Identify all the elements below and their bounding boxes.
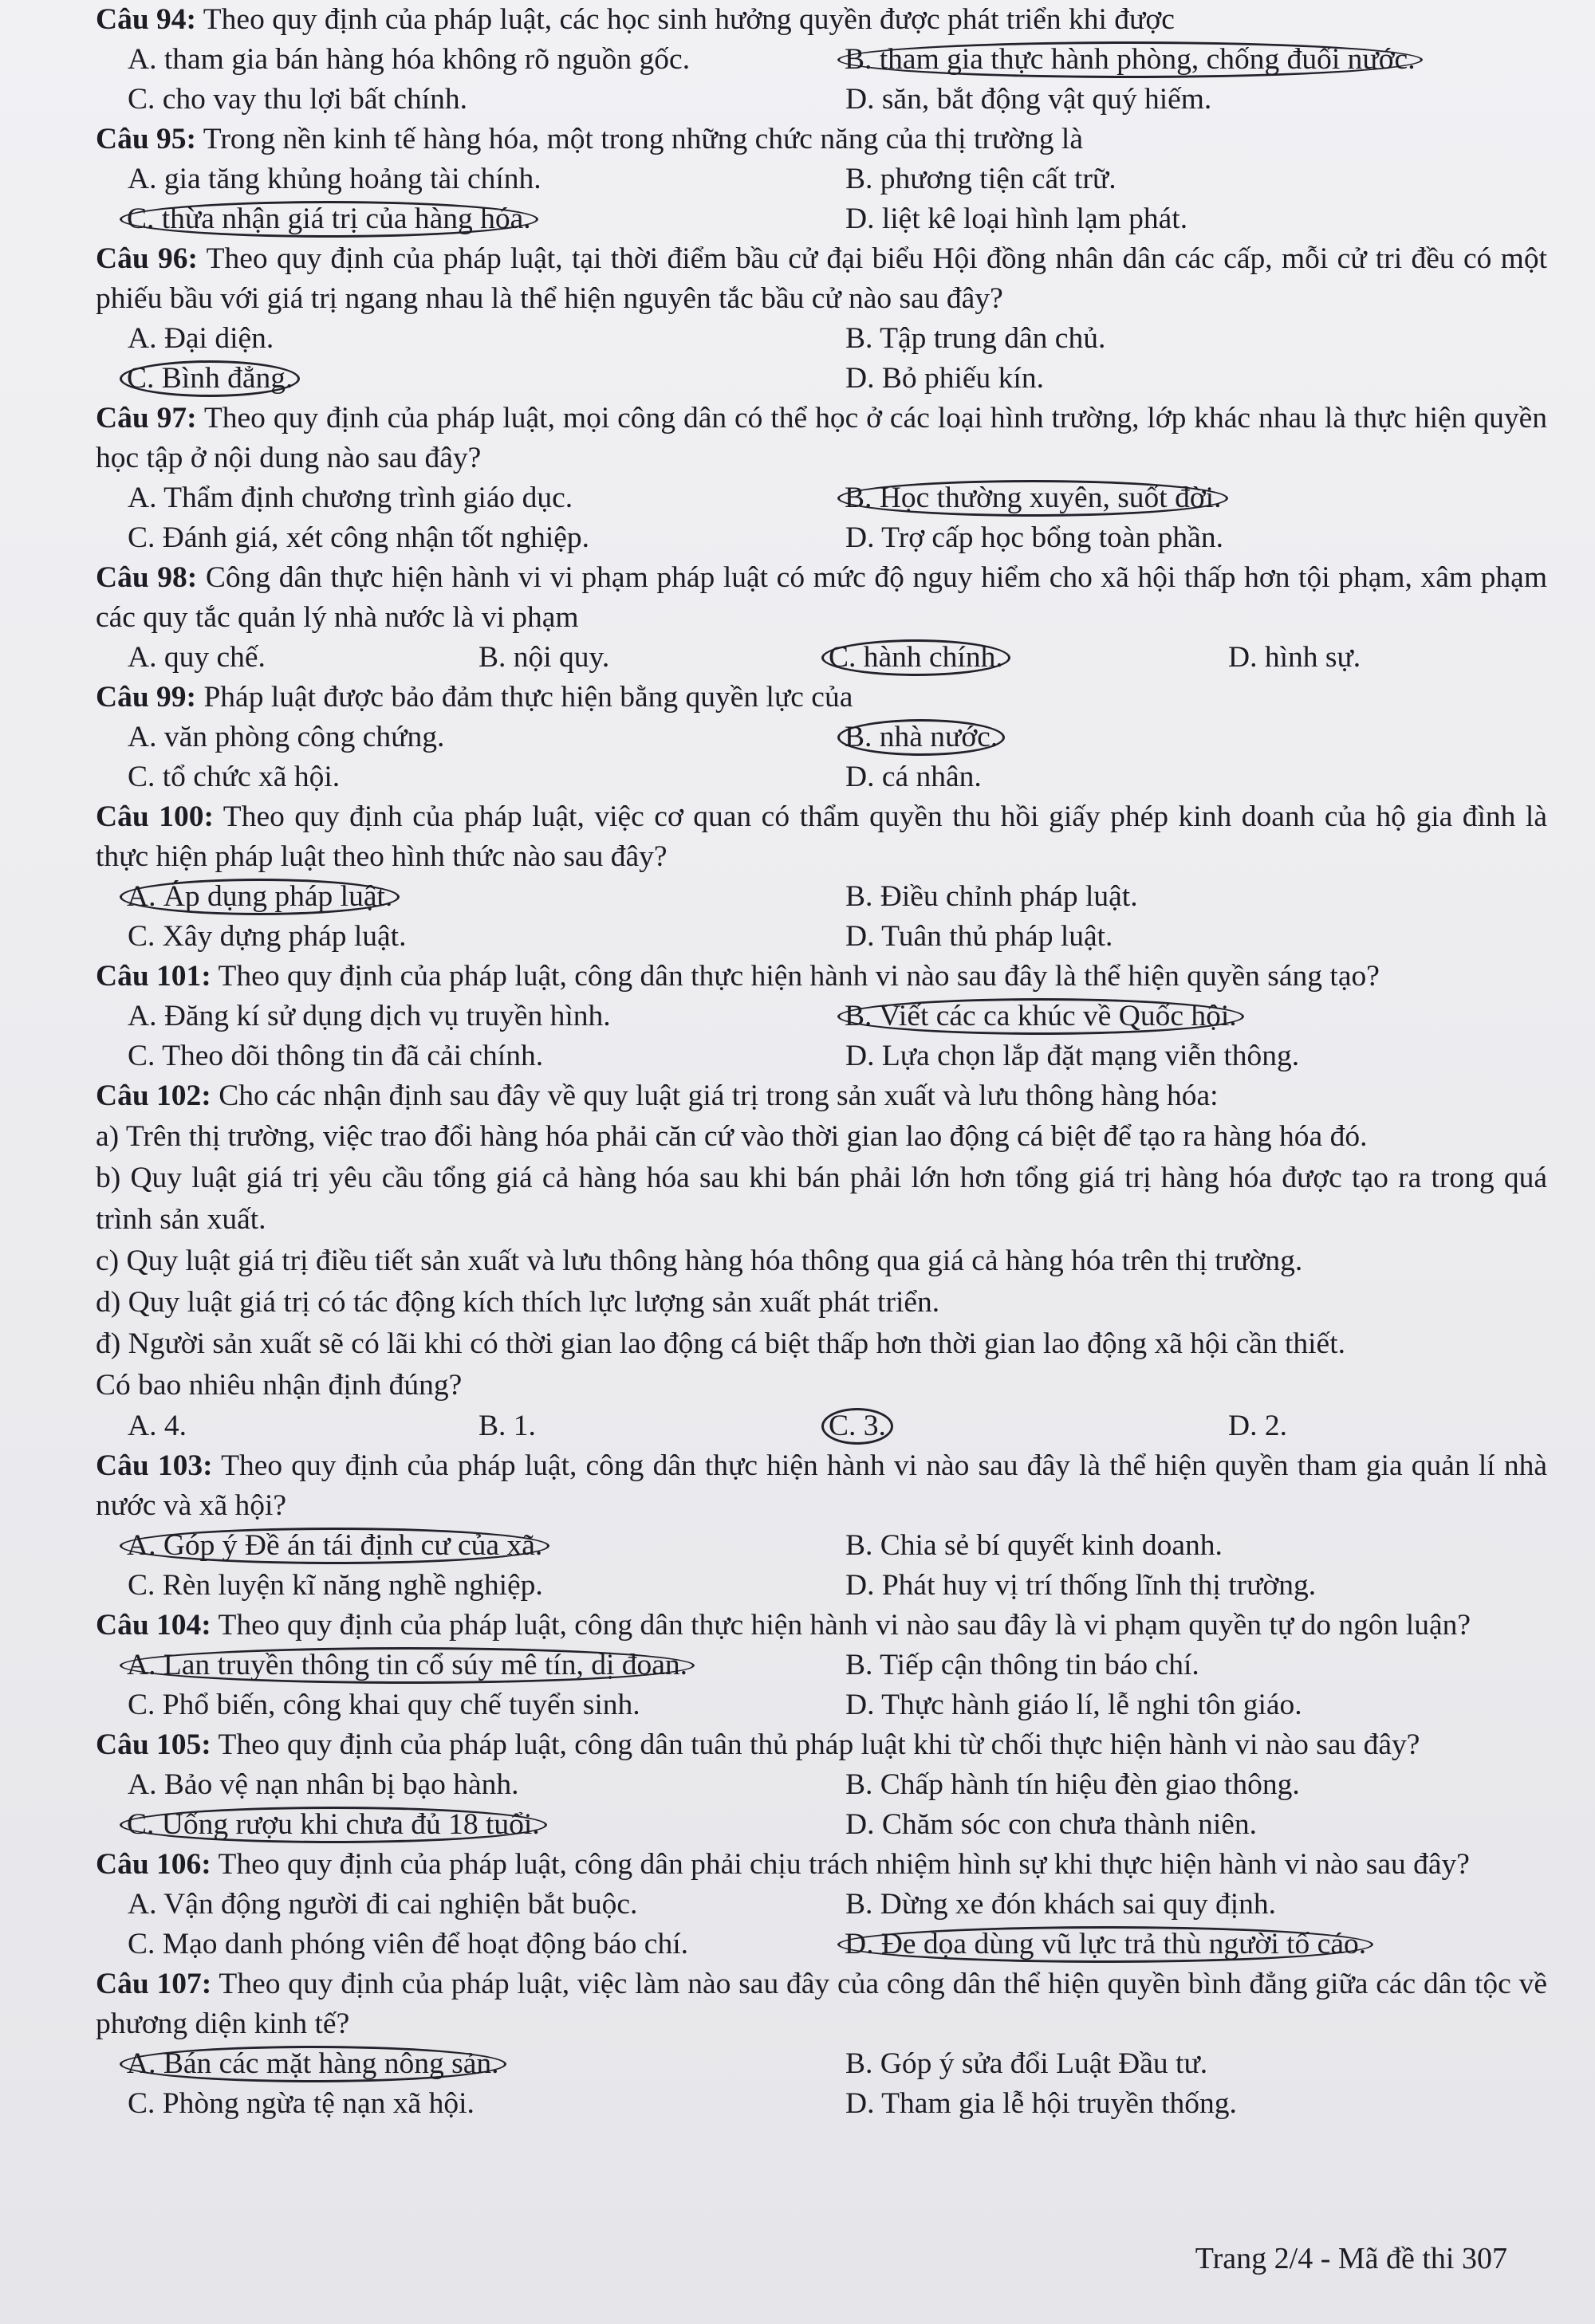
answer-options [96,997,1547,1076]
answer-option[interactable] [845,757,1595,797]
answer-option[interactable] [128,159,845,199]
answer-option-label: C. tổ chức xã hội. [128,761,341,793]
answer-option[interactable] [845,1805,1595,1845]
answer-option-label: D. Tham gia lễ hội truyền thống. [845,2087,1237,2120]
answer-option[interactable] [845,1685,1595,1725]
answer-option[interactable] [128,718,845,757]
answer-option[interactable] [128,1036,845,1076]
question-stem [96,558,1547,638]
answer-option-label: D. Tuân thủ pháp luật. [845,920,1113,953]
answer-option[interactable] [128,877,845,917]
answer-option-label: C. Rèn luyện kĩ năng nghề nghiệp. [128,1569,543,1602]
answer-option[interactable] [128,518,845,558]
question-stem [96,1446,1547,1526]
question-block [96,1076,1547,1446]
question-block [96,678,1547,797]
answer-option[interactable] [128,319,845,359]
answer-option[interactable] [845,199,1595,239]
question-stem [96,797,1547,877]
answer-option[interactable] [845,718,1595,757]
answer-option-label-circled: B. nhà nước. [837,719,1005,756]
answer-option-label: D. Trợ cấp học bổng toàn phần. [845,521,1223,554]
answer-option-label: B. 1. [478,1410,536,1442]
answer-option-label-circled: C. 3. [821,1408,893,1445]
question-number: Câu 95: [96,123,197,155]
answer-option[interactable] [128,2044,845,2084]
answer-option[interactable] [128,478,845,518]
answer-option[interactable] [845,478,1595,518]
answer-option[interactable] [845,1646,1595,1685]
answer-option-label: B. Tập trung dân chủ. [845,322,1106,355]
answer-options [96,159,1547,239]
answer-option-label: C. Phòng ngừa tệ nạn xã hội. [128,2087,475,2120]
statement-item: c) Quy luật giá trị điều tiết sản xuất và lưu thông hàng hóa thông qua giá cả hàng hóa trên thị trường. [96,1245,1303,1277]
answer-option-label: C. Phổ biến, công khai quy chế tuyển sinh. [128,1689,640,1721]
answer-option-label-circled: A. Bán các mặt hàng nông sản. [120,2046,506,2082]
answer-option-label: D. hình sự. [1228,641,1361,674]
question-number: Câu 98: [96,561,198,594]
answer-option-label-circled: B. Học thường xuyên, suốt đời. [837,480,1228,517]
answer-option-label: A. Vận động người đi cai nghiện bắt buộc. [128,1888,638,1921]
answer-options [96,1406,1547,1446]
statement-item: b) Quy luật giá trị yêu cầu tổng giá cả hàng hóa sau khi bán phải lớn hơn tổng giá trị hàng hóa được tạo ra trong quá trình sản xuất. [96,1162,1547,1236]
question-text: Theo quy định của pháp luật, công dân phải chịu trách nhiệm hình sự khi thực hiện hành vi nào sau đây? [218,1848,1470,1881]
question-stem [96,1964,1547,2044]
answer-option[interactable] [128,1925,845,1964]
question-number: Câu 97: [96,402,197,435]
question-number: Câu 94: [96,3,197,36]
answer-options [96,1885,1547,1964]
question-number: Câu 99: [96,681,197,714]
question-block [96,1964,1547,2124]
question-number: Câu 102: [96,1079,211,1112]
question-text: Theo quy định của pháp luật, công dân thực hiện hành vi nào sau đây là thể hiện quyền sáng tạo? [218,960,1380,993]
answer-option[interactable] [128,359,845,399]
question-number: Câu 106: [96,1848,211,1881]
answer-option[interactable] [128,638,478,678]
answer-option[interactable] [128,199,845,239]
question-block [96,1725,1547,1845]
answer-option-label: B. nội quy. [478,641,610,674]
answer-option-label: B. Chia sẻ bí quyết kinh doanh. [845,1529,1223,1562]
question-block [96,1845,1547,1964]
answer-option-label: A. 4. [128,1410,187,1442]
answer-option[interactable] [128,917,845,957]
answer-option[interactable] [478,1406,829,1446]
answer-option-label: A. Đại diện. [128,322,274,355]
question-block [96,399,1547,558]
answer-option-label-circled: C. Uống rượu khi chưa đủ 18 tuổi. [120,1807,547,1843]
answer-option[interactable] [845,1036,1595,1076]
answer-option[interactable] [128,1646,845,1685]
answer-option-label: D. Chăm sóc con chưa thành niên. [845,1808,1258,1841]
question-number: Câu 103: [96,1449,213,1482]
answer-option-label: D. Bỏ phiếu kín. [845,362,1044,395]
question-number: Câu 107: [96,1968,212,2000]
answer-option[interactable] [128,757,845,797]
answer-option[interactable] [128,1805,845,1845]
answer-option-label: A. Đăng kí sử dụng dịch vụ truyền hình. [128,1000,611,1032]
answer-option[interactable] [845,518,1595,558]
answer-option-label: B. Điều chỉnh pháp luật. [845,880,1138,913]
statement-item: d) Quy luật giá trị có tác động kích thích lực lượng sản xuất phát triển. [96,1286,940,1319]
answer-option-label: A. văn phòng công chứng. [128,721,445,753]
answer-option[interactable] [845,1566,1595,1606]
answer-option-label-circled: A. Lan truyền thông tin cổ súy mê tín, dị đoan. [120,1647,695,1684]
answer-option[interactable] [829,1406,1228,1446]
question-text: Cho các nhận định sau đây về quy luật giá trị trong sản xuất và lưu thông hàng hóa: [219,1079,1219,1112]
answer-option-label: B. Góp ý sửa đổi Luật Đầu tư. [845,2047,1208,2080]
answer-option[interactable] [1228,1406,1595,1446]
answer-option-label: C. Xây dựng pháp luật. [128,920,407,953]
question-text: Theo quy định của pháp luật, công dân thực hiện hành vi nào sau đây là thể hiện quyền tham gia quản lí nhà nước và xã hội? [96,1449,1547,1522]
answer-option-label-circled: A. Áp dụng pháp luật. [120,879,400,915]
question-stem [96,1845,1547,1885]
question-text: Pháp luật được bảo đảm thực hiện bằng quyền lực của [203,681,853,714]
answer-option-label-circled: C. Bình đẳng. [120,360,300,397]
question-stem [96,0,1547,40]
question-number: Câu 100: [96,800,214,833]
question-number: Câu 104: [96,1609,211,1642]
answer-option[interactable] [845,1765,1595,1805]
answer-option-label: C. Theo dõi thông tin đã cải chính. [128,1040,544,1072]
answer-option[interactable] [128,1685,845,1725]
answer-option-label: D. Thực hành giáo lí, lễ nghi tôn giáo. [845,1689,1302,1721]
answer-options [96,877,1547,957]
answer-option[interactable] [845,2044,1595,2084]
question-text: Theo quy định của pháp luật, mọi công dân có thể học ở các loại hình trường, lớp khác nhau là thực hiện quyền học tập ở nội dung nào sau đây? [96,402,1547,474]
question-stem [96,120,1547,159]
answer-options [96,1526,1547,1606]
question-stem [96,1606,1547,1646]
question-text: Công dân thực hiện hành vi vi phạm pháp luật có mức độ nguy hiểm cho xã hội thấp hơn tội phạm, xâm phạm các quy tắc quản lý nhà nước là vi phạm [96,561,1547,634]
question-text: Theo quy định của pháp luật, việc làm nào sau đây của công dân thể hiện quyền bình đẳng giữa các dân tộc về phương diện kinh tế? [96,1968,1547,2040]
question-stem [96,239,1547,319]
question-number: Câu 96: [96,242,198,275]
answer-option[interactable] [1228,638,1595,678]
question-list [96,0,1547,2124]
answer-option-label: D. săn, bắt động vật quý hiếm. [845,83,1212,116]
answer-option[interactable] [845,319,1595,359]
question-text: Theo quy định của pháp luật, công dân tuân thủ pháp luật khi từ chối thực hiện hành vi nào sau đây? [218,1728,1420,1761]
answer-option[interactable] [845,997,1595,1036]
answer-options [96,718,1547,797]
answer-option[interactable] [128,80,845,120]
answer-option-label: B. Dừng xe đón khách sai quy định. [845,1888,1277,1921]
answer-option[interactable] [845,917,1595,957]
answer-option-label-circled: C. hành chính. [821,639,1010,676]
answer-option-label: C. Mạo danh phóng viên để hoạt động báo chí. [128,1928,688,1960]
answer-option-label-circled: B. Viết các ca khúc về Quốc hội. [837,998,1244,1035]
answer-option[interactable] [845,159,1595,199]
answer-options [96,1765,1547,1845]
answer-option[interactable] [845,80,1595,120]
answer-option-label: C. cho vay thu lợi bất chính. [128,83,468,116]
answer-option-label: D. 2. [1228,1410,1287,1442]
question-number: Câu 101: [96,960,211,993]
question-block [96,1606,1547,1725]
answer-option-label: D. liệt kê loại hình lạm phát. [845,203,1188,235]
answer-option[interactable] [845,359,1595,399]
answer-option[interactable] [845,40,1595,80]
statement-item: a) Trên thị trường, việc trao đổi hàng hóa phải căn cứ vào thời gian lao động cá biệt để tạo ra hàng hóa đó. [96,1120,1368,1153]
answer-option-label: A. tham gia bán hàng hóa không rõ nguồn gốc. [128,43,691,76]
question-number: Câu 105: [96,1728,211,1761]
page-footer: Trang 2/4 - Mã đề thi 307 [1195,2242,1507,2275]
question-block [96,239,1547,399]
answer-option-label-circled: C. thừa nhận giá trị của hàng hóa. [120,201,538,238]
answer-option[interactable] [128,1765,845,1805]
answer-options [96,2044,1547,2124]
answer-option-label-circled: A. Góp ý Đề án tái định cư của xã. [120,1528,549,1564]
answer-option-label: D. cá nhân. [845,761,982,793]
question-block [96,120,1547,239]
answer-option[interactable] [128,1566,845,1606]
answer-option-label: B. phương tiện cất trữ. [845,163,1116,195]
answer-option[interactable] [128,2084,845,2124]
question-block [96,957,1547,1076]
question-block [96,1446,1547,1606]
answer-option[interactable] [128,997,845,1036]
answer-options [96,478,1547,558]
answer-option[interactable] [128,1885,845,1925]
answer-option-label-circled: B. tham gia thực hành phòng, chống đuối nước. [837,41,1423,78]
question-block [96,797,1547,957]
answer-option-label: A. quy chế. [128,641,266,674]
answer-options [96,319,1547,399]
statement-item: đ) Người sản xuất sẽ có lãi khi có thời gian lao động cá biệt thấp hơn thời gian lao động xã hội cần thiết. [96,1327,1345,1360]
statement-item: Có bao nhiêu nhận định đúng? [96,1369,463,1402]
question-text: Theo quy định của pháp luật, tại thời điểm bầu cử đại biểu Hội đồng nhân dân các cấp, mỗi cử tri đều có một phiếu bầu với giá trị ngang nhau là thể hiện nguyên tắc bầu cử nào sau đây? [96,242,1547,315]
question-stem [96,1725,1547,1765]
answer-option-label: A. Thẩm định chương trình giáo dục. [128,482,573,514]
question-stem [96,1076,1547,1116]
answer-options [96,40,1547,120]
question-text: Theo quy định của pháp luật, việc cơ quan có thẩm quyền thu hồi giấy phép kinh doanh của hộ gia đình là thực hiện pháp luật theo hình thức nào sau đây? [96,800,1547,873]
answer-option[interactable] [845,1526,1595,1566]
question-stem [96,678,1547,718]
answer-option[interactable] [478,638,829,678]
answer-option[interactable] [128,1526,845,1566]
question-text: Theo quy định của pháp luật, công dân thực hiện hành vi nào sau đây là vi phạm quyền tự do ngôn luận? [218,1609,1471,1642]
answer-option[interactable] [845,1925,1595,1964]
answer-option[interactable] [845,877,1595,917]
answer-option-label: B. Tiếp cận thông tin báo chí. [845,1649,1199,1681]
answer-options [96,1646,1547,1725]
answer-option-label: B. Chấp hành tín hiệu đèn giao thông. [845,1768,1300,1801]
answer-option[interactable] [845,2084,1595,2124]
answer-option-label: D. Phát huy vị trí thống lĩnh thị trường. [845,1569,1317,1602]
answer-option-label: A. gia tăng khủng hoảng tài chính. [128,163,542,195]
question-text: Trong nền kinh tế hàng hóa, một trong những chức năng của thị trường là [203,123,1083,155]
answer-option[interactable] [829,638,1228,678]
answer-option[interactable] [845,1885,1595,1925]
answer-option-label: D. Lựa chọn lắp đặt mạng viễn thông. [845,1040,1300,1072]
answer-option[interactable] [128,1406,478,1446]
answer-option-label: C. Đánh giá, xét công nhận tốt nghiệp. [128,521,590,554]
question-block [96,558,1547,678]
question-block [96,0,1547,120]
answer-option-label: A. Bảo vệ nạn nhân bị bạo hành. [128,1768,519,1801]
question-stem [96,399,1547,478]
question-stem [96,957,1547,997]
answer-option[interactable] [128,40,845,80]
question-text: Theo quy định của pháp luật, các học sinh hưởng quyền được phát triển khi được [203,3,1175,36]
answer-options [96,638,1547,678]
answer-option-label-circled: D. Đe dọa dùng vũ lực trả thù người tố cáo. [837,1926,1373,1963]
